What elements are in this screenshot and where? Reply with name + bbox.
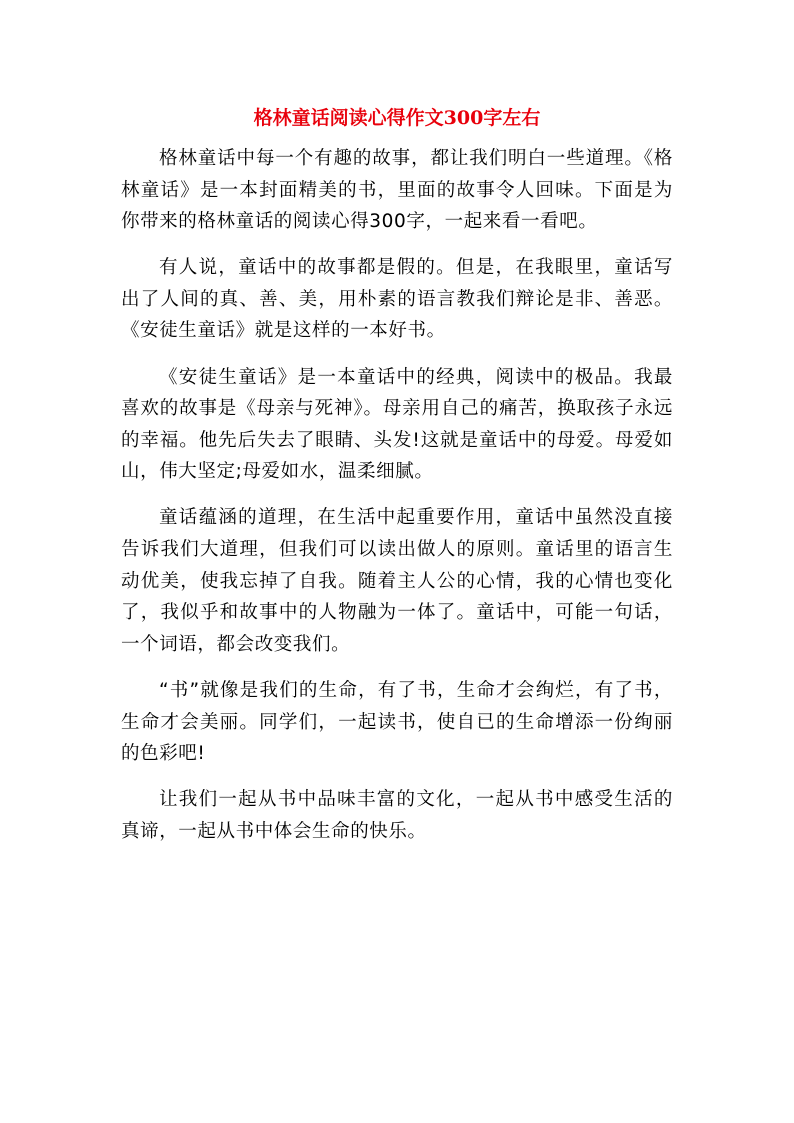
paragraph-2: 有人说，童话中的故事都是假的。但是，在我眼里，童话写出了人间的真、善、美，用朴素的语言教我们辩论是非、善恶。《安徒生童话》就是这样的一本好书。 <box>121 257 673 342</box>
paragraph-4: 童话蕴涵的道理，在生活中起重要作用，童话中虽然没直接告诉我们大道理，但我们可以读出做人的原则。童话里的语言生动优美，使我忘掉了自我。随着主人公的心情，我的心情也变化了，我似乎和故事中的人物融为一体了。童话中，可能一句话，一个词语，都会改变我们。 <box>121 507 673 655</box>
paragraph-1: 格林童话中每一个有趣的故事，都让我们明白一些道理。《格林童话》是一本封面精美的书，里面的故事令人回味。下面是为你带来的格林童话的阅读心得300字，一起来看一看吧。 <box>121 148 673 233</box>
paragraph-3: 《安徒生童话》是一本童话中的经典，阅读中的极品。我最喜欢的故事是《母亲与死神》。母亲用自己的痛苦，换取孩子永远的幸福。他先后失去了眼睛、头发!这就是童话中的母爱。母爱如山，伟大坚定;母爱如水，温柔细腻。 <box>121 366 673 483</box>
document-body <box>121 143 673 847</box>
paragraph-6: 让我们一起从书中品味丰富的文化，一起从书中感受生活的真谛，一起从书中体会生命的快乐。 <box>121 789 673 842</box>
document-title: 格林童话阅读心得作文300字左右 <box>253 107 541 129</box>
paragraph-5: “书”就像是我们的生命，有了书，生命才会绚烂，有了书，生命才会美丽。同学们，一起读书，使自已的生命增添一份绚丽的色彩吧! <box>121 679 673 765</box>
